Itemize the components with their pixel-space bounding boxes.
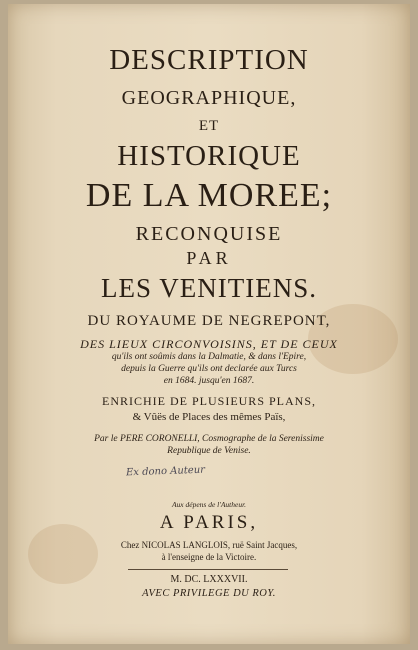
city-line: A PARIS, — [159, 512, 259, 533]
printer-line: Chez NICOLAS LANGLOIS, ruë Saint Jacques, — [120, 540, 298, 550]
title-line-historique: HISTORIQUE — [117, 140, 301, 172]
handwritten-inscription: Ex dono Auteur — [125, 464, 206, 479]
title-line-geographique: GEOGRAPHIQUE, — [121, 87, 297, 109]
title-line-les-venitiens: LES VENITIENS. — [101, 273, 317, 303]
title-line-dates: en 1684. jusqu'en 1687. — [163, 376, 255, 386]
title-line-par: PAR — [186, 248, 232, 268]
author-line-republique: Republique de Venise. — [167, 446, 251, 456]
title-line-reconquise: RECONQUISE — [135, 223, 283, 245]
title-page — [8, 4, 410, 644]
title-line-negrepont: DU ROYAUME DE NEGREPONT, — [87, 313, 331, 329]
year-line: M. DC. LXXXVII. — [170, 574, 248, 585]
divider-rule — [128, 569, 288, 570]
title-line-lieux: DES LIEUX CIRCONVOISINS, ET DE CEUX — [80, 337, 338, 351]
title-line-guerre: depuis la Guerre qu'ils ont declarée aux Turcs — [121, 364, 297, 374]
expense-line: Aux dépens de l'Autheur. — [171, 500, 247, 509]
title-line-et: ET — [198, 118, 220, 134]
title-line-description: DESCRIPTION — [109, 44, 309, 76]
printer-sign-line: à l'enseigne de la Victoire. — [161, 552, 257, 562]
title-line-dalmatie: qu'ils ont soûmis dans la Dalmatie, & dans l'Epire, — [111, 352, 307, 362]
title-line-enrichie: ENRICHIE DE PLUSIEURS PLANS, — [101, 394, 316, 408]
title-line-de-la-moree: DE LA MOREE; — [85, 177, 333, 214]
title-line-vues: & Vûës de Places des mêmes Païs, — [132, 411, 286, 423]
privilege-line: AVEC PRIVILEGE DU ROY. — [142, 588, 276, 599]
author-line: Par le PERE CORONELLI, Cosmographe de la Serenissime — [94, 434, 324, 444]
